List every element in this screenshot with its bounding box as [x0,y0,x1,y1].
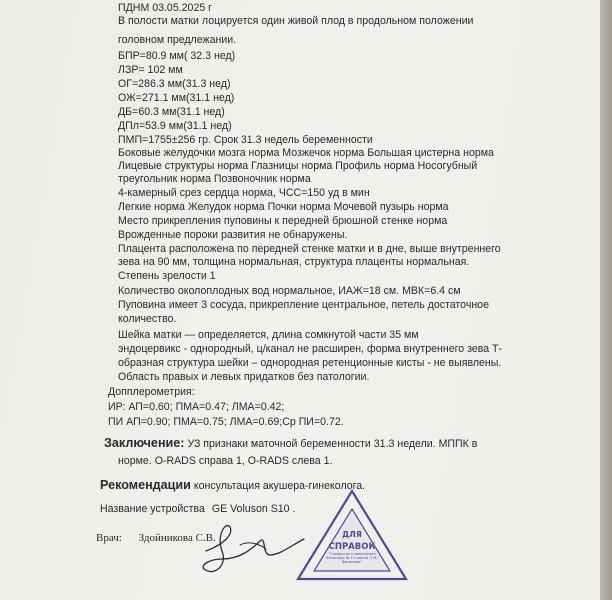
report-line: образная структура шейки – однородная ретенционные кисты - не выявлены. [118,357,502,369]
report-line: ПМП=1755±256 гр. Срок 31.3 недель беременности [118,134,373,146]
report-line: Допплерометрия: [108,386,195,398]
report-line: ПДНМ 03.05.2025 г [118,2,213,14]
report-line: зева на 90 мм, толщина нормальная, структура плаценты нормальная. [118,256,470,268]
report-line: Область правых и левых придатков без патологии. [118,371,370,383]
stamp-small-text: "Городская клиническая больница № 15 имени О.М. Филатова" [326,552,378,564]
report-line: ОЖ=271.1 мм(31.1 нед) [118,92,235,104]
report-line: Место прикрепления пуповины к передней брюшной стенке норма [118,215,448,227]
report-line: головном предлежании. [118,34,237,46]
conclusion-text-2: норме. O-RADS справа 1, O-RADS слева 1. [118,455,333,467]
report-line: ДПл=53.9 мм(31.1 нед) [118,120,232,132]
report-line: Шейка матки — определяется, длина сомкнутой части 35 мм [118,329,419,341]
doctor-label: Врач: [96,532,122,544]
report-line: ЛЗР= 102 мм [118,64,183,76]
conclusion-text: УЗ признаки маточной беременности 31.3 недели. МППК в [187,438,478,450]
conclusion-label: Заключение: [104,436,185,450]
report-line: Врожденные пороки развития не обнаружены. [118,229,348,241]
report-line: Боковые желудочки мозга норма Мозжечок норма Большая цистерна норма [118,147,494,159]
stamp [292,485,412,585]
recommendations-text: консультация акушера-гинеколога. [193,480,366,492]
report-line: треугольник норма Позвоночник норма [118,173,311,185]
report-line: Легкие норма Желудок норма Почки норма Мочевой пузырь норма [118,201,449,213]
report-line: Лицевые структуры норма Глазницы норма Профиль норма Носогубный [118,160,478,172]
report-line: Количество околоплодных вод нормальное, ИАЖ=18 см. МВК=6.4 см [118,285,461,297]
report-line: БПР=80.9 мм( 32.3 нед) [118,50,236,62]
report-line: ОГ=286.3 мм(31.3 нед) [118,78,231,90]
stamp-line2: СПРАВОК [328,542,376,552]
device-value: GE Voluson S10 . [211,503,296,515]
report-line: ИР: АП=0.60; ПМА=0.47; ЛМА=0.42; [108,401,285,413]
report-line: 4-камерный срез сердца норма, ЧСС=150 уд в мин [118,187,370,199]
report-line: ДБ=60.3 мм(31.1 нед) [118,106,225,118]
report-line: В полости матки лоцируется один живой плод в продольном положении [118,15,474,27]
device-label: Название устройства [100,503,205,515]
report-line: количество. [118,313,177,325]
conclusion [104,437,477,450]
doctor-name: Здойникова С.В. [138,532,216,544]
recommendations-label: Рекомендации [100,478,191,492]
doctor-row [96,532,216,544]
stamp-line1: ДЛЯ [342,530,362,539]
page-edge-shadow [600,0,612,600]
report-line: Пуповина имеет 3 сосуда, прикрепление центральное, петель достаточное [118,299,489,311]
report-line: Плацента расположена по передней стенке матки и в дне, выше внутреннего [118,243,501,255]
report-line: ПИ АП=0.90; ПМА=0.75; ЛМА=0.69;Ср ПИ=0.72. [108,416,344,428]
report-line: Степень зрелости 1 [118,270,216,282]
report-line: эндоцервикс - однородный, ц/канал не расширен, форма внутреннего зева Т- [118,343,503,355]
